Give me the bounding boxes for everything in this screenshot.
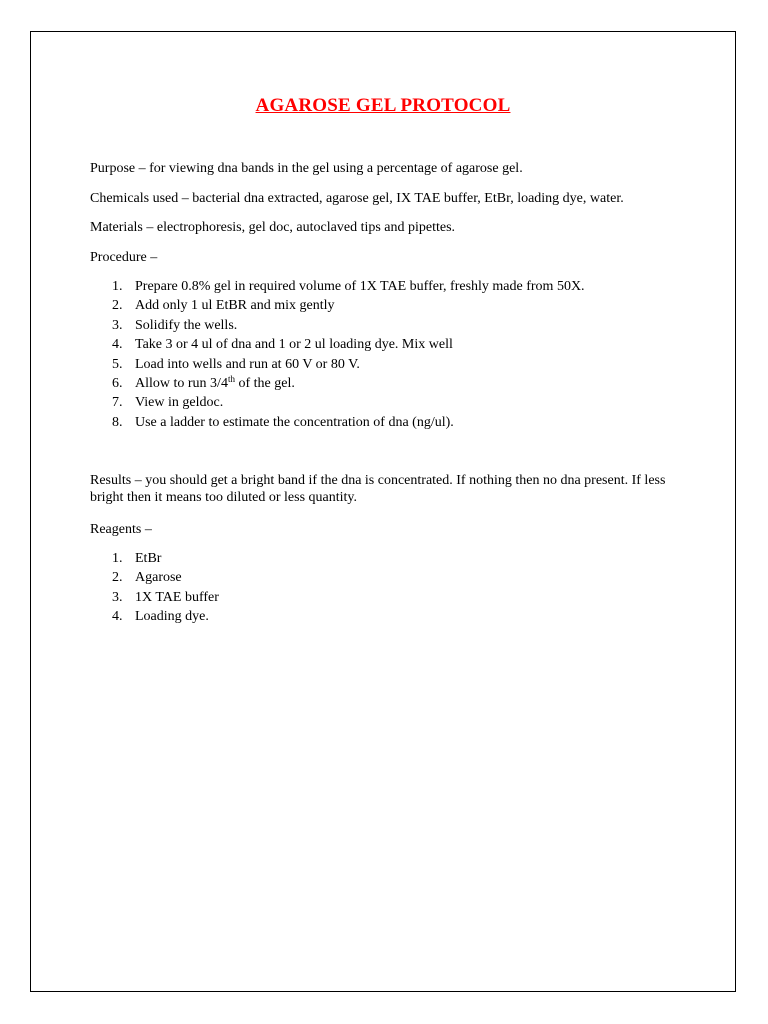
step-text: Add only 1 ul EtBR and mix gently [135,298,335,314]
reagent-number: 1. [112,551,123,566]
reagent-item [90,608,219,627]
reagent-item [90,569,219,588]
reagent-item [90,589,219,608]
reagent-number: 4. [112,609,123,625]
reagent-text: Loading dye. [135,609,209,625]
materials-paragraph: Materials – electrophoresis, gel doc, autoclaved tips and pipettes. [90,220,456,235]
reagent-item [90,550,219,569]
reagents-list [90,550,219,628]
results-paragraph: Results – you should get a bright band if the dna is concentrated. If nothing then no dna present. If less bright then it means too diluted or less quantity. [90,473,666,505]
step-number: 1. [112,279,123,294]
procedure-list [90,278,585,433]
procedure-step [90,394,585,413]
procedure-step [90,375,585,394]
step-number: 8. [112,414,123,430]
reagent-number: 3. [112,589,123,605]
procedure-step [90,317,585,336]
step-superscript: th [227,373,235,384]
step-number: 5. [112,356,123,372]
procedure-step [90,356,585,375]
purpose-paragraph: Purpose – for viewing dna bands in the gel using a percentage of agarose gel. [90,161,523,176]
step-text: Take 3 or 4 ul of dna and 1 or 2 ul loading dye. Mix well [135,337,453,353]
step-text: Solidify the wells. [135,317,238,333]
reagent-text: 1X TAE buffer [135,589,219,605]
step-number: 3. [112,317,123,333]
step-text: Prepare 0.8% gel in required volume of 1X TAE buffer, freshly made from 50X. [135,279,585,294]
document-page [30,31,736,992]
step-text: Load into wells and run at 60 V or 80 V. [135,356,360,372]
procedure-step [90,278,585,297]
reagent-number: 2. [112,570,123,586]
step-text: Use a ladder to estimate the concentration of dna (ng/ul). [135,414,454,430]
procedure-step [90,414,585,433]
step-text [135,373,295,391]
reagents-heading: Reagents – [90,522,152,537]
chemicals-paragraph: Chemicals used – bacterial dna extracted, agarose gel, IX TAE buffer, EtBr, loading dye, water. [90,191,624,206]
step-text-before: Allow to run 3/4 [135,375,228,391]
step-text-after: of the gel. [234,375,295,391]
procedure-step [90,297,585,316]
reagent-text: EtBr [135,551,162,566]
reagent-text: Agarose [135,570,182,586]
step-number: 2. [112,298,123,314]
step-number: 6. [112,375,123,391]
document-title: AGAROSE GEL PROTOCOL [255,95,511,116]
step-number: 7. [112,395,123,411]
procedure-step [90,336,585,355]
procedure-heading: Procedure – [90,250,158,265]
step-text: View in geldoc. [135,395,224,411]
step-number: 4. [112,337,123,353]
